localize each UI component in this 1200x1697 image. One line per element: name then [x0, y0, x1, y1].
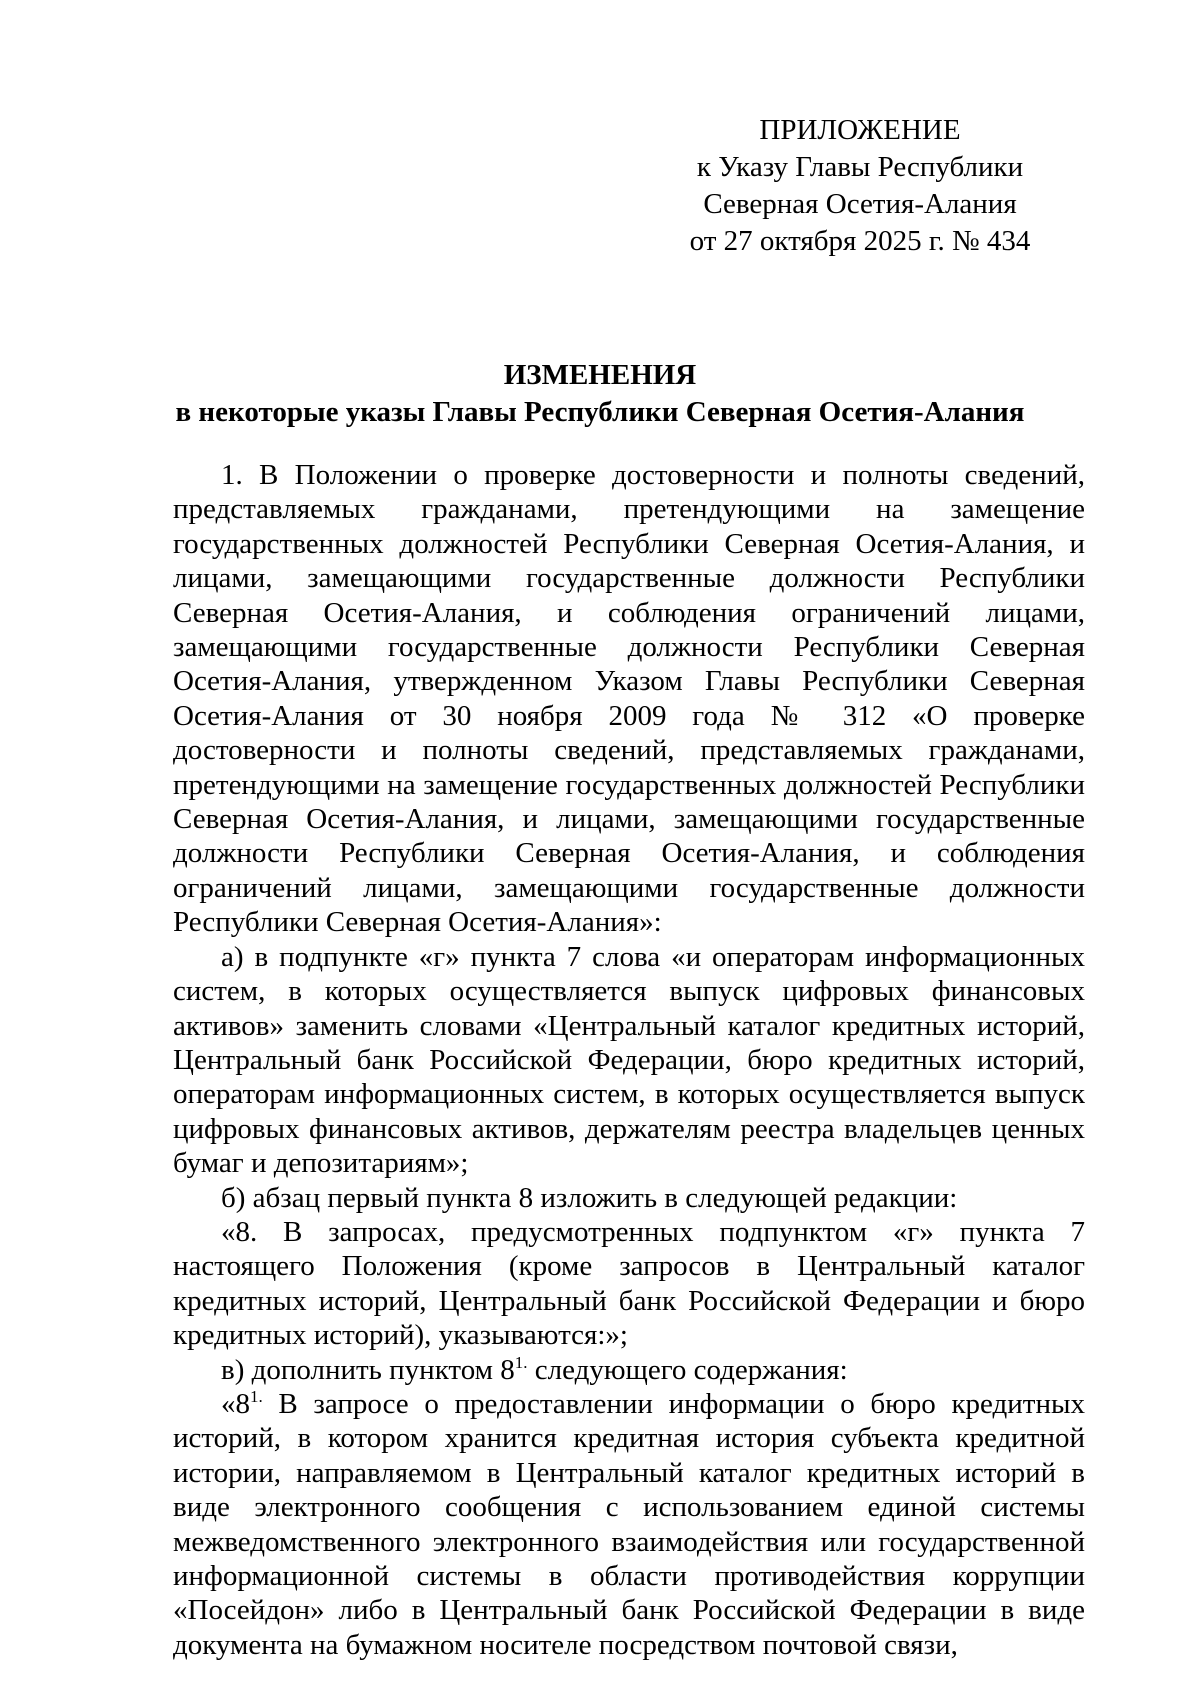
paragraph-3: б) абзац первый пункта 8 изложить в следующей редакции: [221, 1181, 958, 1214]
paragraph-6-text-before: «8 [221, 1387, 250, 1420]
paragraph-4: «8. В запросах, предусмотренных подпунктом «г» пункта 7 настоящего Положения (кроме запросов в Центральный каталог кредитных историй, Центральный банк Российской Федерации и бюро кредитных историй), указываются:»; [173, 1215, 1085, 1352]
paragraph-5-text-before: в) дополнить пунктом 8 [221, 1353, 515, 1386]
appendix-line-1: ПРИЛОЖЕНИЕ [759, 114, 961, 146]
appendix-line-3: Северная Осетия-Алания [703, 188, 1017, 220]
appendix-line-4: от 27 октября 2025 г. № 434 [689, 225, 1031, 257]
paragraph-6 [173, 1387, 1085, 1662]
paragraph-1: 1. В Положении о проверке достоверности и полноты сведений, представляемых гражданами, претендующими на замещение государственных должностей Республики Северная Осетия-Алания, и лицами, замещающими государственные должности Республики Северная Осетия-Алания, и соблюдения ограничений лицами, замещающими государственные должности Республики Северная Осетия-Алания, утвержденном Указом Главы Республики Северная Осетия-Алания от 30 ноября 2009 года № 312 «О проверке достоверности и полноты сведений, представляемых гражданами, претендующими на замещение государственных должностей Республики Северная Осетия-Алания, и лицами, замещающими государственные должности Республики Северная Осетия-Алания, и соблюдения ограничений лицами, замещающими государственные должности Республики Северная Осетия-Алания»: [173, 459, 1085, 939]
appendix-line-2: к Указу Главы Республики [696, 151, 1024, 183]
appendix-header [660, 112, 1060, 260]
paragraph-5-text-after: следующего содержания: [527, 1353, 848, 1386]
paragraph-6-text-after: В запросе о предоставлении информации о бюро кредитных историй, в котором хранится кредитная история субъекта кредитной истории, направляемом в Центральный каталог кредитных историй в виде электронного сообщения с использованием единой системы межведомственного электронного взаимодействия или государственной информационной системы в области противодействия коррупции «Посейдон» либо в Центральный банк Российской Федерации в виде документа на бумажном носителе посредством почтовой связи, [173, 1387, 1085, 1661]
paragraph-6-superscript: 1. [250, 1386, 263, 1406]
document-title [0, 357, 1200, 431]
paragraph-5 [173, 1353, 1085, 1387]
title-main: ИЗМЕНЕНИЯ [503, 359, 697, 391]
document-body [173, 458, 1085, 1662]
paragraph-2: а) в подпункте «г» пункта 7 слова «и операторам информационных систем, в которых осуществляется выпуск цифровых финансовых активов» заменить словами «Центральный каталог кредитных историй, Центральный банк Российской Федерации, бюро кредитных историй, операторам информационных систем, в которых осуществляется выпуск цифровых финансовых активов, держателям реестра владельцев ценных бумаг и депозитариям»; [173, 940, 1085, 1180]
paragraph-5-superscript: 1. [514, 1352, 528, 1372]
title-subtitle: в некоторые указы Главы Республики Северная Осетия-Алания [175, 396, 1025, 428]
